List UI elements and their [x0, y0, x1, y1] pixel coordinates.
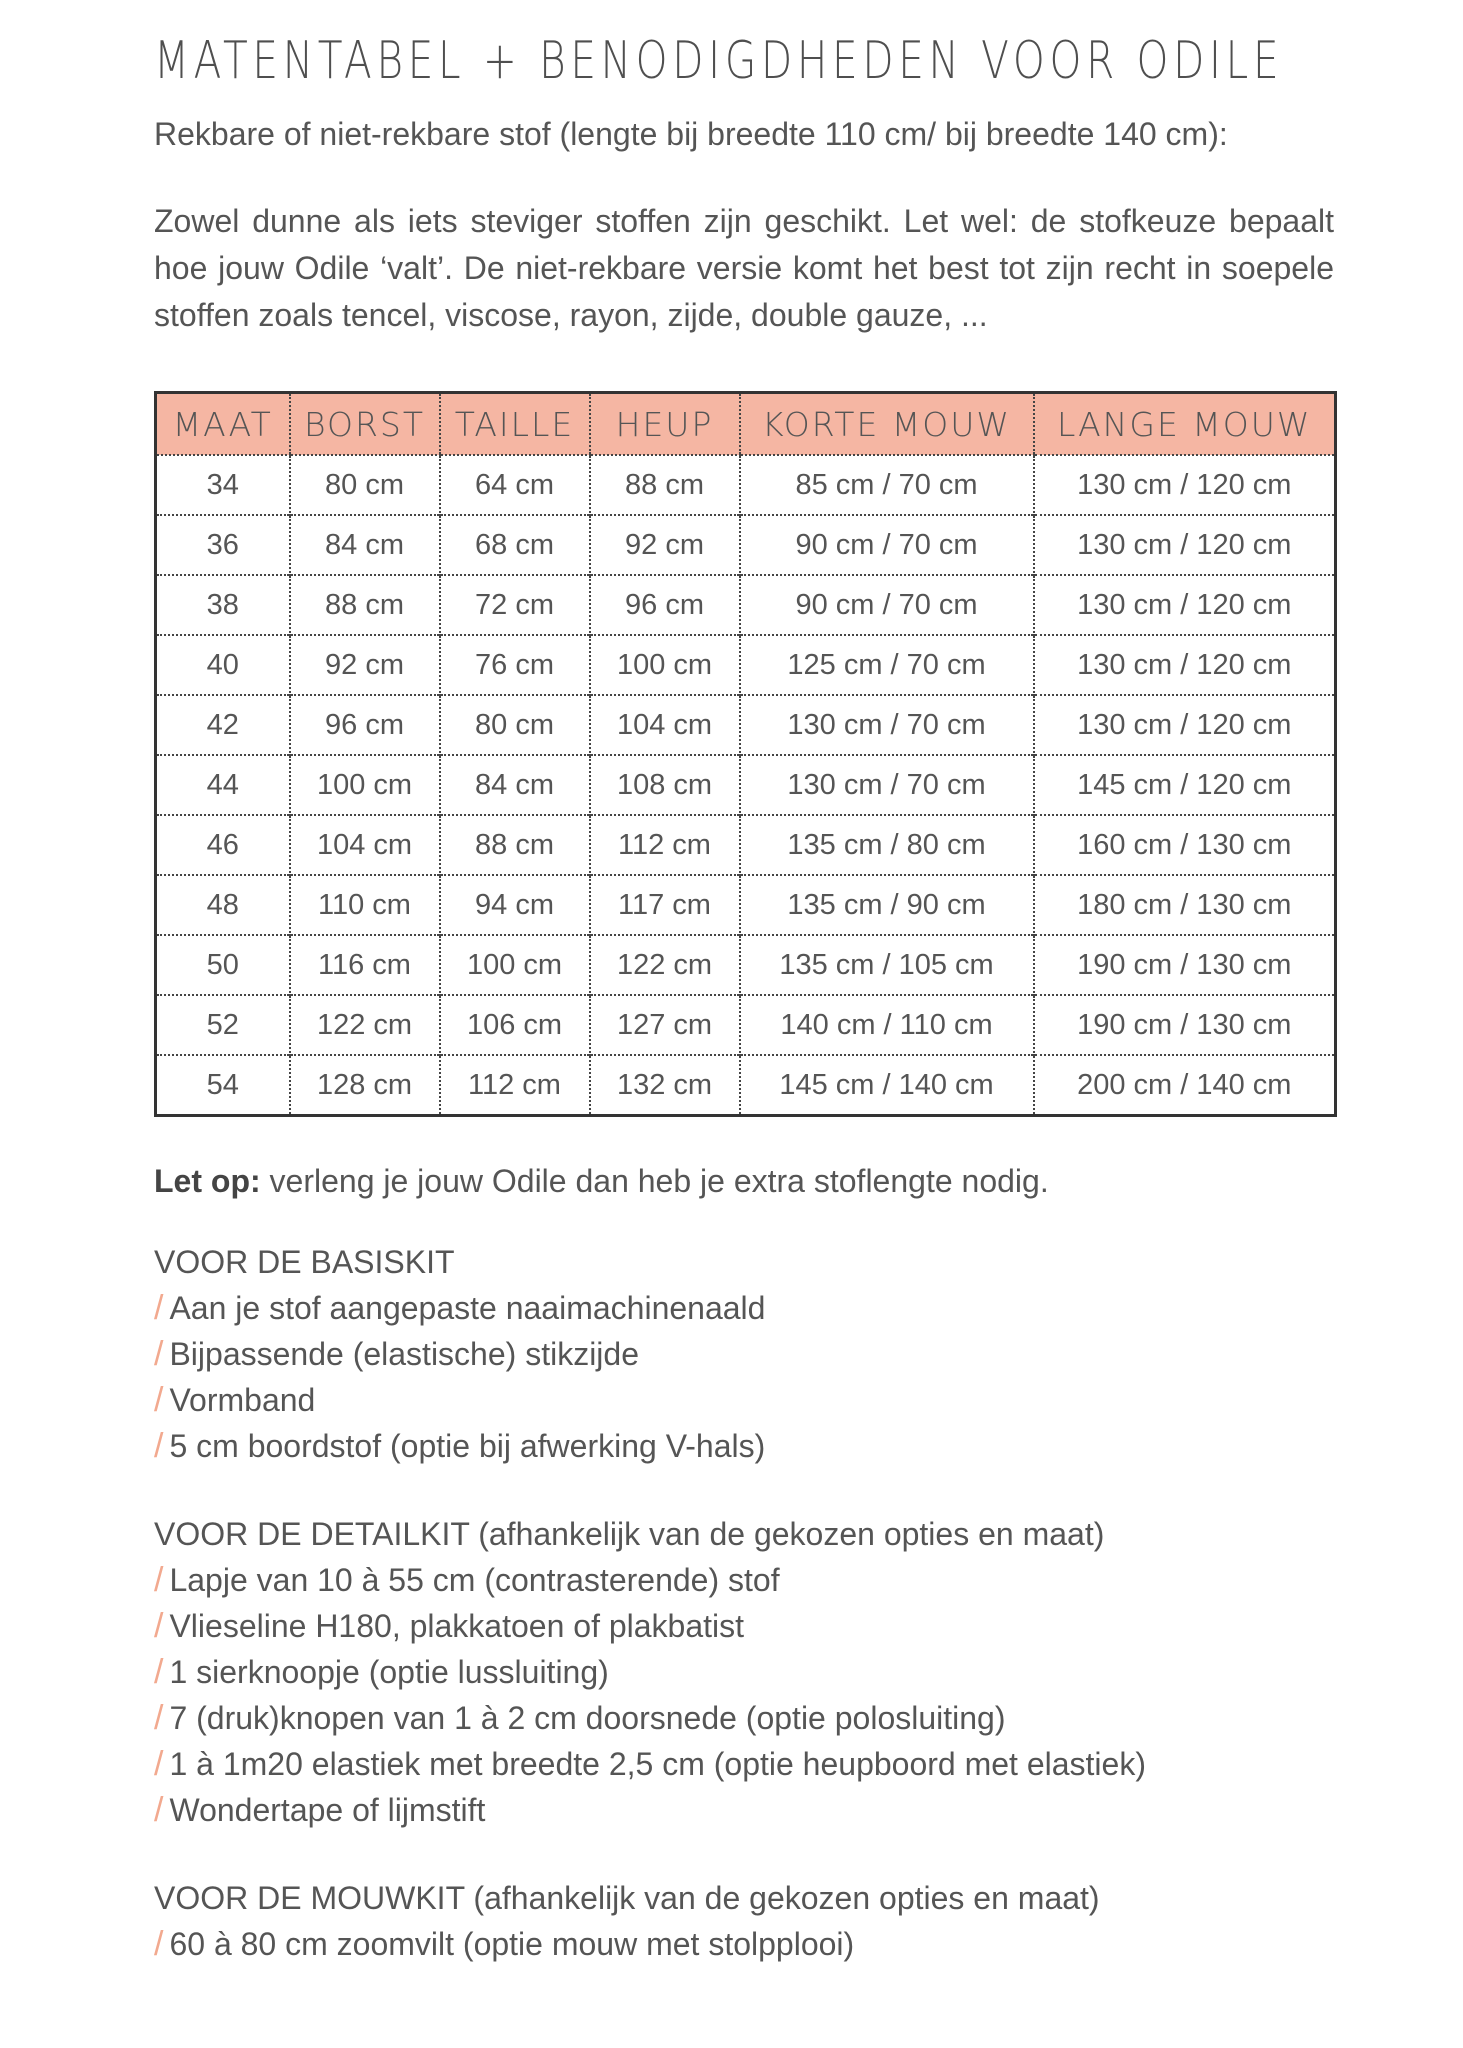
slash-bullet-icon: /: [154, 1561, 164, 1599]
supplies-list: [154, 1285, 1334, 1469]
cell-korte-mouw: 130 cm / 70 cm: [740, 755, 1034, 815]
note-text: verleng je jouw Odile dan heb je extra stoflengte nodig.: [260, 1163, 1049, 1199]
list-item: [154, 1921, 1334, 1967]
cell-borst: 100 cm: [290, 755, 440, 815]
list-item-text: 1 sierknoopje (optie lussluiting): [169, 1654, 609, 1690]
cell-korte-mouw: 85 cm / 70 cm: [740, 455, 1034, 515]
section-heading-title: VOOR DE BASISKIT: [154, 1244, 455, 1280]
cell-korte-mouw: 130 cm / 70 cm: [740, 695, 1034, 755]
list-item-text: 1 à 1m20 elastiek met breedte 2,5 cm (optie heupboord met elastiek): [169, 1746, 1146, 1782]
cell-heup: 127 cm: [590, 995, 740, 1055]
cell-heup: 92 cm: [590, 515, 740, 575]
note-label: Let op:: [154, 1163, 261, 1199]
list-item-text: 7 (druk)knopen van 1 à 2 cm doorsnede (optie polosluiting): [169, 1700, 1006, 1736]
list-item: [154, 1603, 1334, 1649]
cell-maat: 34: [156, 455, 290, 515]
cell-lange-mouw: 130 cm / 120 cm: [1034, 455, 1336, 515]
cell-lange-mouw: 130 cm / 120 cm: [1034, 515, 1336, 575]
cell-maat: 48: [156, 875, 290, 935]
table-row: [156, 635, 1336, 695]
list-item-text: 60 à 80 cm zoomvilt (optie mouw met stolpplooi): [169, 1926, 855, 1962]
header-taille: TAILLE: [440, 393, 590, 456]
list-item-text: Lapje van 10 à 55 cm (contrasterende) stof: [169, 1562, 780, 1598]
table-row: [156, 455, 1336, 515]
cell-borst: 122 cm: [290, 995, 440, 1055]
cell-maat: 44: [156, 755, 290, 815]
cell-heup: 132 cm: [590, 1055, 740, 1116]
cell-lange-mouw: 130 cm / 120 cm: [1034, 575, 1336, 635]
cell-heup: 96 cm: [590, 575, 740, 635]
cell-maat: 50: [156, 935, 290, 995]
list-item-text: Wondertape of lijmstift: [169, 1792, 486, 1828]
section-heading-extra: (afhankelijk van de gekozen opties en maat): [464, 1880, 1100, 1916]
list-item: [154, 1377, 1334, 1423]
list-item-text: 5 cm boordstof (optie bij afwerking V-hals): [169, 1428, 766, 1464]
slash-bullet-icon: /: [154, 1925, 164, 1963]
cell-maat: 36: [156, 515, 290, 575]
table-row: [156, 575, 1336, 635]
cell-maat: 40: [156, 635, 290, 695]
cell-korte-mouw: 125 cm / 70 cm: [740, 635, 1034, 695]
cell-lange-mouw: 190 cm / 130 cm: [1034, 935, 1336, 995]
slash-bullet-icon: /: [154, 1699, 164, 1737]
slash-bullet-icon: /: [154, 1607, 164, 1645]
cell-maat: 52: [156, 995, 290, 1055]
slash-bullet-icon: /: [154, 1335, 164, 1373]
cell-heup: 122 cm: [590, 935, 740, 995]
table-row: [156, 1055, 1336, 1116]
list-item: [154, 1557, 1334, 1603]
slash-bullet-icon: /: [154, 1381, 164, 1419]
cell-taille: 76 cm: [440, 635, 590, 695]
table-row: [156, 995, 1336, 1055]
section-heading: [154, 1875, 1334, 1921]
cell-taille: 68 cm: [440, 515, 590, 575]
section-heading-title: VOOR DE MOUWKIT: [154, 1880, 465, 1916]
cell-korte-mouw: 135 cm / 80 cm: [740, 815, 1034, 875]
size-table-header-row: [156, 393, 1336, 456]
cell-lange-mouw: 190 cm / 130 cm: [1034, 995, 1336, 1055]
note: [154, 1161, 1334, 1201]
section-heading-title: VOOR DE DETAILKIT: [154, 1516, 470, 1552]
intro-paragraph: Zowel dunne als iets steviger stoffen zijn geschikt. Let wel: de stofkeuze bepaalt hoe jouw Odile ‘valt’. De niet-rekbare versie komt het best tot zijn recht in soepele stoffen zoals tencel, viscose, rayon, zijde, double gauze, ...: [154, 203, 1334, 333]
cell-taille: 84 cm: [440, 755, 590, 815]
header-heup: HEUP: [590, 393, 740, 456]
cell-borst: 84 cm: [290, 515, 440, 575]
cell-lange-mouw: 145 cm / 120 cm: [1034, 755, 1336, 815]
list-item: [154, 1741, 1334, 1787]
cell-borst: 96 cm: [290, 695, 440, 755]
cell-lange-mouw: 130 cm / 120 cm: [1034, 635, 1336, 695]
cell-taille: 112 cm: [440, 1055, 590, 1116]
header-korte-mouw: KORTE MOUW: [740, 393, 1034, 456]
document-page: [154, 30, 1334, 1967]
cell-lange-mouw: 130 cm / 120 cm: [1034, 695, 1336, 755]
size-table-body: [156, 455, 1336, 1116]
cell-taille: 100 cm: [440, 935, 590, 995]
cell-heup: 108 cm: [590, 755, 740, 815]
supplies-sections: [154, 1239, 1334, 1967]
list-item: [154, 1649, 1334, 1695]
cell-borst: 116 cm: [290, 935, 440, 995]
cell-taille: 88 cm: [440, 815, 590, 875]
cell-borst: 92 cm: [290, 635, 440, 695]
table-row: [156, 695, 1336, 755]
header-borst: BORST: [290, 393, 440, 456]
cell-lange-mouw: 200 cm / 140 cm: [1034, 1055, 1336, 1116]
table-row: [156, 935, 1336, 995]
cell-taille: 106 cm: [440, 995, 590, 1055]
table-row: [156, 755, 1336, 815]
supplies-list: [154, 1557, 1334, 1833]
list-item-text: Aan je stof aangepaste naaimachinenaald: [169, 1290, 766, 1326]
slash-bullet-icon: /: [154, 1427, 164, 1465]
cell-borst: 80 cm: [290, 455, 440, 515]
list-item-text: Bijpassende (elastische) stikzijde: [169, 1336, 639, 1372]
section-heading: [154, 1239, 1334, 1285]
section-heading-extra: (afhankelijk van de gekozen opties en maat): [469, 1516, 1105, 1552]
cell-heup: 112 cm: [590, 815, 740, 875]
header-maat: MAAT: [156, 393, 290, 456]
slash-bullet-icon: /: [154, 1745, 164, 1783]
cell-taille: 72 cm: [440, 575, 590, 635]
supplies-section: [154, 1239, 1334, 1469]
supplies-list: [154, 1921, 1334, 1967]
fabric-subtitle: Rekbare of niet-rekbare stof (lengte bij breedte 110 cm/ bij breedte 140 cm):: [154, 116, 1228, 152]
cell-maat: 38: [156, 575, 290, 635]
supplies-section: [154, 1511, 1334, 1833]
supplies-section: [154, 1875, 1334, 1967]
header-lange-mouw: LANGE MOUW: [1034, 393, 1336, 456]
cell-taille: 64 cm: [440, 455, 590, 515]
slash-bullet-icon: /: [154, 1791, 164, 1829]
cell-korte-mouw: 140 cm / 110 cm: [740, 995, 1034, 1055]
cell-heup: 104 cm: [590, 695, 740, 755]
slash-bullet-icon: /: [154, 1289, 164, 1327]
slash-bullet-icon: /: [154, 1653, 164, 1691]
cell-heup: 88 cm: [590, 455, 740, 515]
list-item: [154, 1423, 1334, 1469]
cell-lange-mouw: 160 cm / 130 cm: [1034, 815, 1336, 875]
cell-borst: 88 cm: [290, 575, 440, 635]
page-title: MATENTABEL + BENODIGDHEDEN VOOR ODILE: [154, 31, 1284, 91]
table-row: [156, 515, 1336, 575]
cell-korte-mouw: 90 cm / 70 cm: [740, 575, 1034, 635]
cell-lange-mouw: 180 cm / 130 cm: [1034, 875, 1336, 935]
list-item: [154, 1787, 1334, 1833]
cell-borst: 128 cm: [290, 1055, 440, 1116]
list-item-text: Vlieseline H180, plakkatoen of plakbatist: [169, 1608, 745, 1644]
cell-maat: 42: [156, 695, 290, 755]
section-heading: [154, 1511, 1334, 1557]
cell-taille: 80 cm: [440, 695, 590, 755]
cell-korte-mouw: 145 cm / 140 cm: [740, 1055, 1034, 1116]
list-item-text: Vormband: [169, 1382, 316, 1418]
cell-korte-mouw: 90 cm / 70 cm: [740, 515, 1034, 575]
cell-taille: 94 cm: [440, 875, 590, 935]
cell-korte-mouw: 135 cm / 90 cm: [740, 875, 1034, 935]
table-row: [156, 815, 1336, 875]
cell-heup: 100 cm: [590, 635, 740, 695]
cell-maat: 46: [156, 815, 290, 875]
table-row: [156, 875, 1336, 935]
list-item: [154, 1695, 1334, 1741]
size-table: [154, 391, 1337, 1117]
cell-korte-mouw: 135 cm / 105 cm: [740, 935, 1034, 995]
cell-borst: 104 cm: [290, 815, 440, 875]
list-item: [154, 1285, 1334, 1331]
list-item: [154, 1331, 1334, 1377]
cell-borst: 110 cm: [290, 875, 440, 935]
cell-maat: 54: [156, 1055, 290, 1116]
cell-heup: 117 cm: [590, 875, 740, 935]
